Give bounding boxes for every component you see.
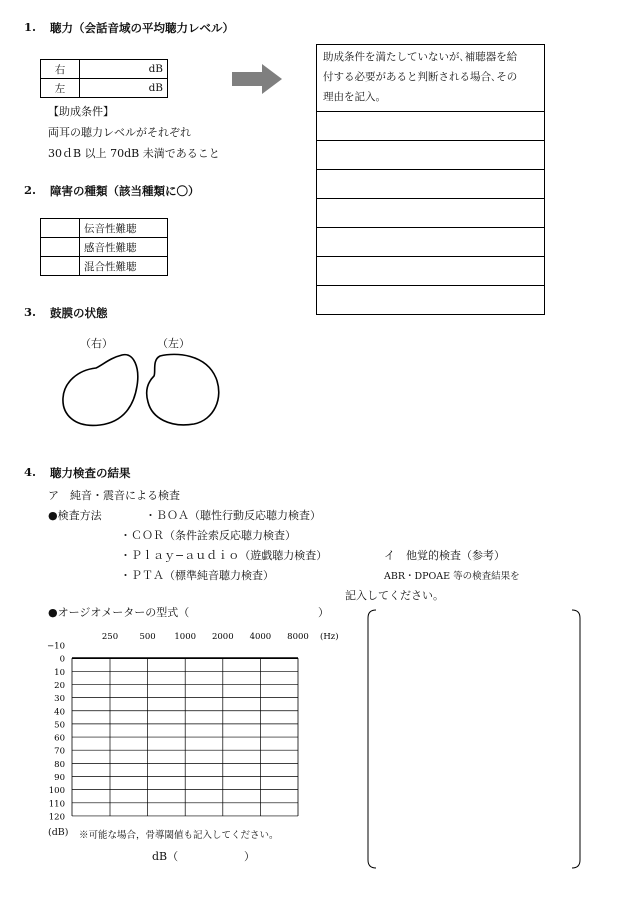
section2-number: 2. xyxy=(24,183,37,197)
reason-header-line1: 助成条件を満たしていないが､補聴器を給 xyxy=(323,51,518,63)
y-tick-label: 40 xyxy=(54,707,65,718)
method-play-audio: ・Ｐｌａｙ−ａｕｄｉｏ（遊戯聴力検査） xyxy=(120,549,328,562)
pure-tone-heading: ア 純音・震音による検査 xyxy=(48,489,180,502)
objective-test-heading: イ 他覚的検査（参考） xyxy=(384,549,505,562)
reason-header-line2: 付する必要があると判断される場合､その xyxy=(323,71,518,83)
method-boa: ・ＢＯＡ（聴性行動反応聴力検査） xyxy=(145,509,321,522)
x-tick-label: 250 xyxy=(101,632,119,642)
condition-line2: 30ｄB 以上 70dB 未満であること xyxy=(48,147,220,160)
section1-number: 1. xyxy=(24,20,37,34)
method-pta: ・ＰＴＡ（標準純音聴力検査） xyxy=(120,569,274,582)
objective-test-line1: ABR・DPOAE 等の検査結果を xyxy=(384,571,520,582)
x-axis-unit-label: (Hz) xyxy=(320,632,339,642)
right-ear-drum-label: （右） xyxy=(80,337,113,350)
right-ear-label: 右 xyxy=(41,60,80,79)
reason-line[interactable] xyxy=(317,112,545,141)
y-tick-label: 80 xyxy=(54,759,65,770)
section1-title: 聴力（会話音域の平均聴力レベル） xyxy=(50,21,234,35)
y-tick-label: 90 xyxy=(54,773,65,783)
y-tick-label: 100 xyxy=(48,786,65,797)
section4-number: 4. xyxy=(24,465,37,479)
reason-line[interactable] xyxy=(317,228,545,257)
reason-line[interactable] xyxy=(317,286,545,315)
objective-test-box[interactable] xyxy=(366,608,584,870)
type-mixed: 混合性難聴 xyxy=(80,257,168,276)
section3-number: 3. xyxy=(24,305,37,319)
audiometer-model-close: ） xyxy=(318,606,329,619)
section3-title: 鼓膜の状態 xyxy=(50,306,108,320)
right-eardrum-outline xyxy=(63,355,138,426)
y-tick-label: 60 xyxy=(54,733,65,744)
y-tick-label: 0 xyxy=(59,654,65,665)
type-mark-cell[interactable] xyxy=(41,238,80,257)
type-mark-cell[interactable] xyxy=(41,219,80,238)
reason-box xyxy=(316,44,545,315)
section4-title: 聴力検査の結果 xyxy=(50,466,131,480)
section2-title: 障害の種類（該当種類に〇） xyxy=(50,184,200,198)
bone-conduction-note: ※可能な場合，骨導閾値も記入してください。 xyxy=(79,830,279,841)
type-mark-cell[interactable] xyxy=(41,257,80,276)
x-tick-label: 8000 xyxy=(287,632,309,642)
y-tick-label: 110 xyxy=(48,799,65,810)
test-method-label: ●検査方法 xyxy=(48,509,102,522)
reason-box-header xyxy=(317,45,545,112)
left-eardrum-outline xyxy=(147,354,219,425)
reason-header-line3: 理由を記入。 xyxy=(323,91,386,103)
y-tick-label: 120 xyxy=(48,812,65,823)
left-ear-drum-label: （左） xyxy=(157,337,190,350)
y-tick-label: 10 xyxy=(54,667,65,678)
reason-line[interactable] xyxy=(317,170,545,199)
method-cor: ・ＣＯＲ（条件詮索反応聴力検査） xyxy=(120,529,296,542)
y-tick-label: −10 xyxy=(47,641,65,652)
audiogram-chart[interactable] xyxy=(40,628,340,838)
left-ear-db-field[interactable]: dB xyxy=(80,79,168,98)
y-tick-label: 70 xyxy=(54,746,65,757)
y-tick-label: 30 xyxy=(54,694,65,705)
db-unit-label: (dB) xyxy=(48,827,69,838)
y-tick-label: 50 xyxy=(54,720,65,731)
eardrum-diagram xyxy=(56,350,226,430)
audiometer-model-field[interactable] xyxy=(210,618,315,619)
reason-line[interactable] xyxy=(317,141,545,170)
type-sensorineural: 感音性難聴 xyxy=(80,238,168,257)
hearing-level-table xyxy=(40,59,168,98)
right-arrow-icon xyxy=(232,64,284,94)
reason-line[interactable] xyxy=(317,257,545,286)
hearing-loss-type-table xyxy=(40,218,168,276)
x-tick-label: 2000 xyxy=(211,632,234,642)
x-tick-label: 1000 xyxy=(174,632,197,642)
db-result-field[interactable] xyxy=(180,862,240,863)
x-tick-label: 500 xyxy=(139,632,156,642)
reason-line[interactable] xyxy=(317,199,545,228)
right-ear-db-field[interactable]: dB xyxy=(80,60,168,79)
objective-test-line2: 記入してください。 xyxy=(345,589,444,602)
left-ear-label: 左 xyxy=(41,79,80,98)
y-tick-label: 20 xyxy=(54,680,65,691)
audiometer-model-label: ●オージオメーターの型式（ xyxy=(48,606,190,619)
condition-line1: 両耳の聴力レベルがそれぞれ xyxy=(48,126,191,139)
condition-heading: 【助成条件】 xyxy=(48,105,114,118)
x-tick-label: 4000 xyxy=(249,632,272,642)
db-result-label: dB（ xyxy=(152,850,179,863)
db-result-close: ） xyxy=(244,850,255,863)
type-conductive: 伝音性難聴 xyxy=(80,219,168,238)
